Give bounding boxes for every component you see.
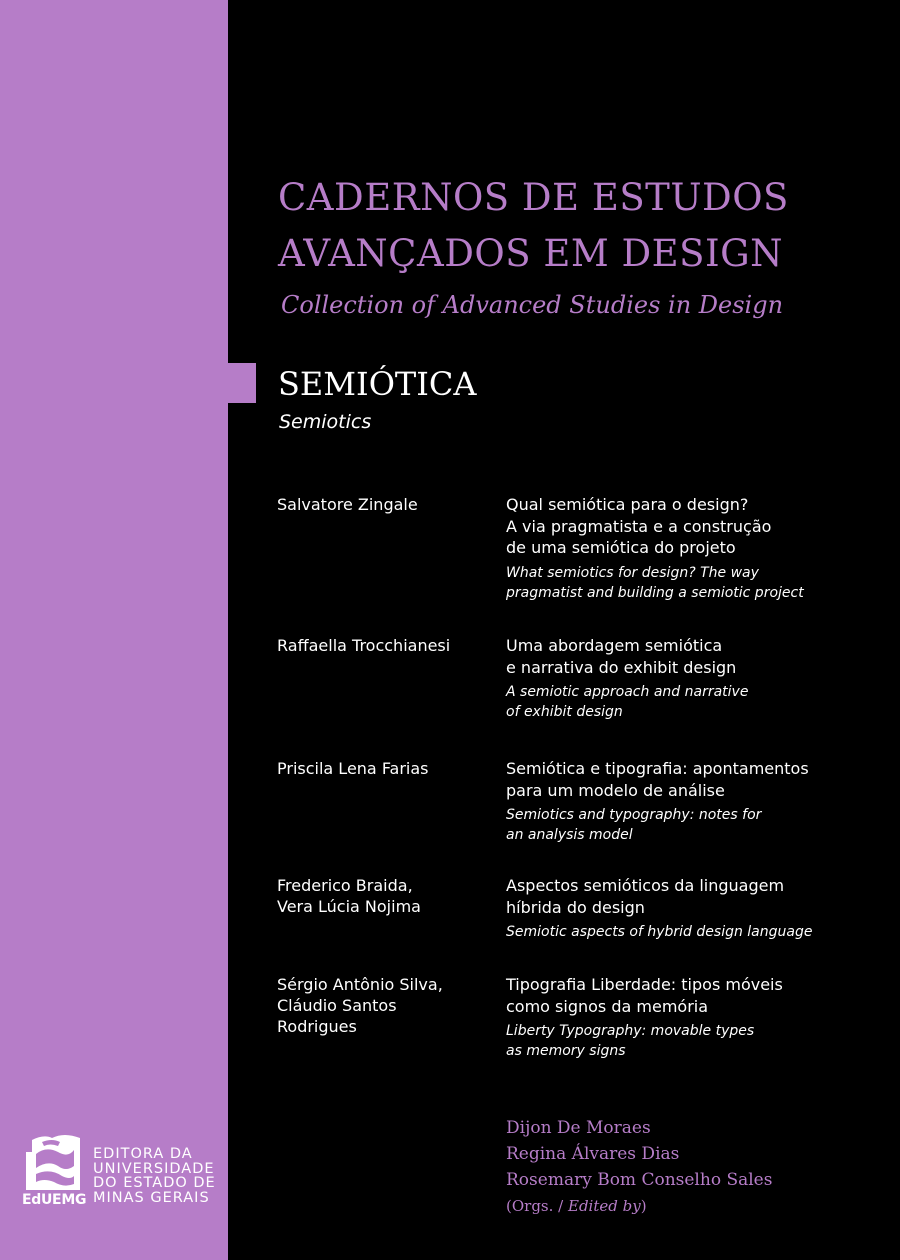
article-authors [277, 635, 487, 656]
publisher-logo-text: EdUEMG [22, 1192, 87, 1208]
author-line: Sérgio Antônio Silva, [277, 975, 443, 994]
title-pt-line: Semiótica e tipografia: apontamentos [506, 759, 809, 778]
title-en-line: What semiotics for design? The way [506, 564, 759, 581]
title-pt-line: de uma semiótica do projeto [506, 538, 736, 557]
article-authors [277, 974, 487, 1037]
article-title-en [506, 1021, 866, 1061]
publisher-logo-icon [22, 1132, 86, 1194]
publisher-name [93, 1147, 216, 1205]
title-pt-line: como signos da memória [506, 996, 709, 1016]
volume-subtitle: Semiotics [279, 411, 372, 433]
series-title-line: CADERNOS DE ESTUDOS [278, 176, 789, 219]
author-line: Frederico Braida, [277, 876, 413, 895]
article-title-en [506, 682, 866, 722]
article-titles [506, 494, 866, 603]
series-title [278, 170, 878, 282]
author-line: Rodrigues [277, 1017, 357, 1036]
series-subtitle: Collection of Advanced Studies in Design [281, 291, 784, 319]
title-en-line: an analysis model [506, 827, 633, 843]
article-authors [277, 875, 487, 917]
title-en-line: Semiotics and typography: notes for [506, 807, 762, 823]
role-pt: (Orgs. / [506, 1197, 564, 1215]
series-title-line: AVANÇADOS EM DESIGN [278, 232, 784, 275]
article-title-pt [506, 875, 866, 918]
article-titles [506, 758, 866, 845]
volume-title: SEMIÓTICA [278, 365, 477, 403]
title-en-line: pragmatist and building a semiotic project [506, 584, 804, 601]
article-titles [506, 974, 866, 1061]
publisher-line: DO ESTADO DE [93, 1175, 216, 1191]
sidebar-tab-marker [228, 363, 256, 403]
article-title-pt [506, 494, 866, 559]
publisher-line: EDITORA DA [93, 1146, 193, 1162]
author-line: Salvatore Zingale [277, 495, 418, 514]
article-title-en [506, 922, 866, 942]
title-pt-line: e narrativa do exhibit design [506, 657, 737, 677]
article-title-pt [506, 974, 866, 1017]
role-close: ) [640, 1197, 647, 1215]
organizer-name: Dijon De Moraes [506, 1118, 651, 1138]
organizer-role [506, 1193, 772, 1219]
title-pt-line: Aspectos semióticos da linguagem [506, 876, 785, 895]
article-title-pt [506, 635, 866, 678]
author-line: Raffaella Trocchianesi [277, 636, 451, 655]
title-en-line: of exhibit design [506, 704, 623, 720]
article-titles [506, 635, 866, 722]
title-pt-line: híbrida do design [506, 897, 645, 917]
purple-sidebar [0, 0, 228, 1260]
article-title-en [506, 563, 866, 603]
organizer-name: Rosemary Bom Conselho Sales [506, 1170, 773, 1190]
role-en: Edited by [568, 1197, 641, 1215]
title-pt-line: para um modelo de análise [506, 780, 725, 800]
author-line: Cláudio Santos [277, 996, 397, 1015]
author-line: Vera Lúcia Nojima [277, 897, 421, 916]
title-pt-line: Qual semiótica para o design? [506, 495, 749, 514]
article-title-en [506, 805, 866, 845]
title-en-line: as memory signs [506, 1043, 626, 1059]
article-titles [506, 875, 866, 942]
organizers [506, 1115, 772, 1219]
title-pt-line: Tipografia Liberdade: tipos móveis [506, 975, 783, 994]
title-en-line: Semiotic aspects of hybrid design language [506, 924, 813, 940]
article-authors [277, 758, 487, 779]
title-en-line: Liberty Typography: movable types [506, 1023, 755, 1039]
title-pt-line: A via pragmatista e a construção [506, 516, 772, 536]
article-title-pt [506, 758, 866, 801]
article-authors [277, 494, 487, 515]
publisher-line: UNIVERSIDADE [93, 1160, 215, 1177]
publisher-logo [22, 1132, 86, 1210]
title-pt-line: Uma abordagem semiótica [506, 636, 723, 655]
publisher-line: MINAS GERAIS [93, 1189, 210, 1206]
title-en-line: A semiotic approach and narrative [506, 684, 749, 700]
author-line: Priscila Lena Farias [277, 759, 429, 778]
organizer-name: Regina Álvares Dias [506, 1144, 680, 1164]
